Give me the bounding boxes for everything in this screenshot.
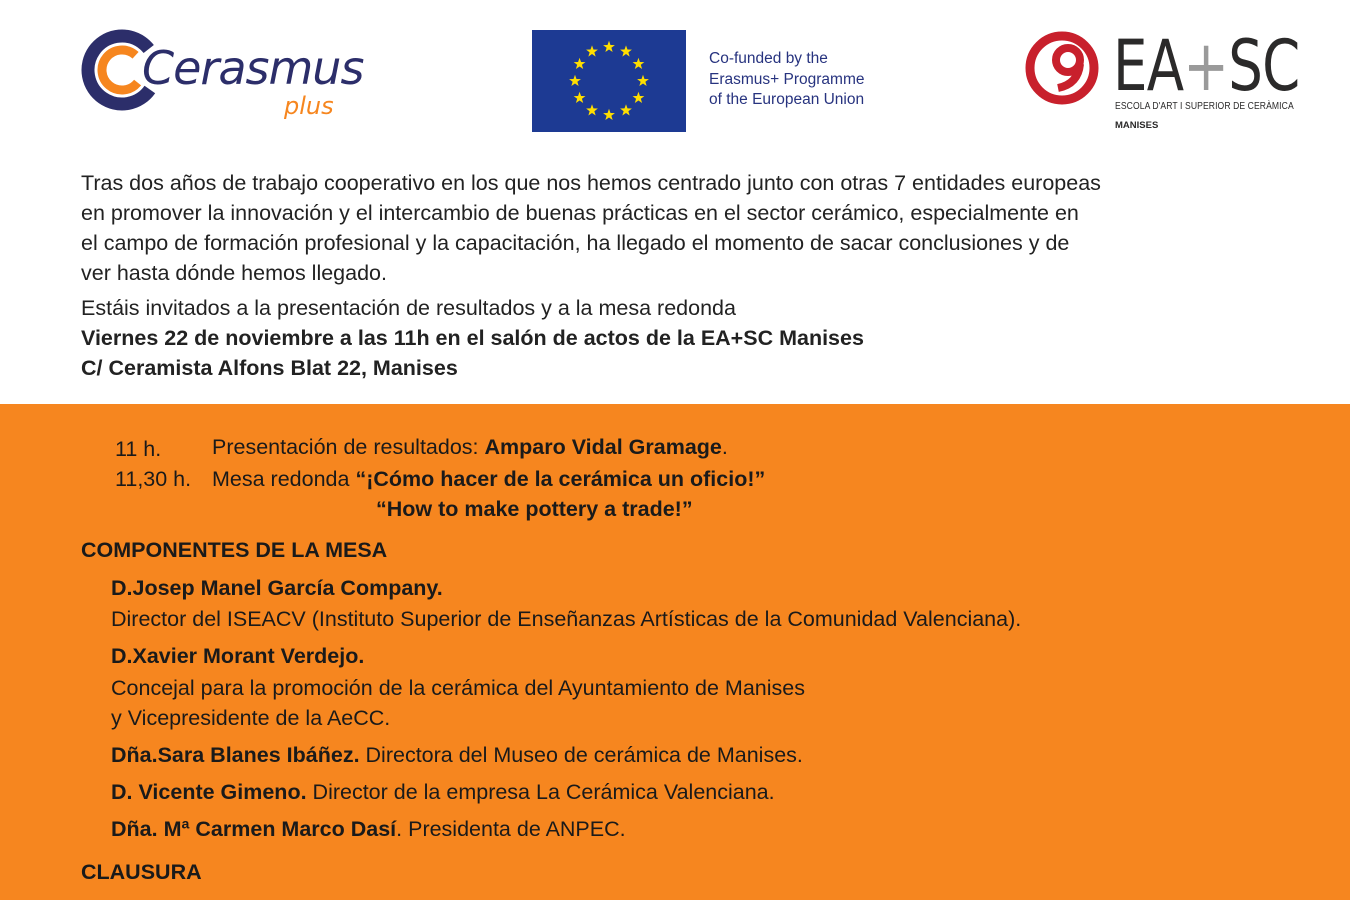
program-item-round-table: Mesa redonda “¡Cómo hacer de la cerámica un oficio!” [212, 467, 766, 491]
event-date: Viernes 22 de noviembre a las 11h en el salón de actos de la EA+SC Manises [81, 326, 864, 350]
member-role: Directora del Museo de cerámica de Manises. [359, 743, 803, 767]
member-role: y Vicepresidente de la AeCC. [111, 706, 391, 730]
member-name: D.Xavier Morant Verdejo. [111, 644, 365, 668]
closing-heading: CLAUSURA [81, 860, 202, 884]
easc-title-plus: + [1183, 25, 1229, 107]
erasmus-plus-logo [78, 26, 398, 122]
components-heading: COMPONENTES DE LA MESA [81, 538, 388, 562]
easc-title-sc: SC [1228, 25, 1300, 107]
member-role: Director del ISEACV (Instituto Superior de Enseñanzas Artísticas de la Comunidad Valenciana). [111, 607, 1022, 631]
eu-text-line: Co-funded by the [709, 50, 828, 67]
easc-logo-subtitle: ESCOLA D'ART I SUPERIOR DE CERÀMICA [1115, 101, 1294, 112]
intro-line: ver hasta dónde hemos llegado. [81, 261, 387, 285]
program-time: 11 h. [115, 437, 162, 461]
intro-line: Tras dos años de trabajo cooperativo en los que nos hemos centrado junto con otras 7 entidades europeas [81, 171, 1101, 195]
program-item-presentation: Presentación de resultados: Amparo Vidal Gramage. [212, 435, 728, 459]
eu-text-line: Erasmus+ Programme [709, 70, 865, 88]
erasmus-logo-plus: plus [284, 92, 334, 120]
easc-logo-mark-icon [1024, 30, 1100, 106]
event-address: C/ Ceramista Alfons Blat 22, Manises [81, 356, 458, 380]
member-role: Director de la empresa La Cerámica Valenciana. [306, 780, 775, 804]
member-entry [111, 740, 803, 770]
round-table-title-en: “How to make pottery a trade!” [376, 497, 693, 521]
eu-text-line: of the European Union [709, 91, 865, 108]
member-name: D.Josep Manel García Company. [111, 576, 443, 600]
member-entry [111, 814, 626, 844]
member-role: Concejal para la promoción de la cerámica del Ayuntamiento de Manises [111, 676, 805, 700]
member-name: Dña. Mª Carmen Marco Dasí [111, 817, 397, 841]
intro-text [81, 168, 1291, 383]
presenter-name: Amparo Vidal Gramage [484, 435, 722, 459]
member-name: D. Vicente Gimeno. [111, 780, 307, 804]
member-name: Dña.Sara Blanes Ibáñez. [111, 743, 360, 767]
easc-logo-city: MANISES [1115, 120, 1159, 131]
eu-flag-icon [532, 30, 686, 132]
member-role: . Presidenta de ANPEC. [396, 817, 626, 841]
erasmus-logo-text: Cerasmus [142, 41, 364, 95]
eu-cofunded-text [709, 49, 864, 111]
program-time: 11,30 h. [115, 467, 192, 491]
intro-line: el campo de formación profesional y la capacitación, ha llegado el momento de sacar conclusiones y de [81, 231, 1070, 255]
invitation-text: Estáis invitados a la presentación de resultados y a la mesa redonda [81, 296, 736, 320]
easc-title-ea: EA [1113, 25, 1184, 107]
round-table-title-es: “¡Cómo hacer de la cerámica un oficio!” [355, 467, 766, 491]
intro-line: en promover la innovación y el intercambio de buenas prácticas en el sector cerámico, especialmente en [81, 201, 1079, 225]
member-entry [111, 777, 775, 807]
